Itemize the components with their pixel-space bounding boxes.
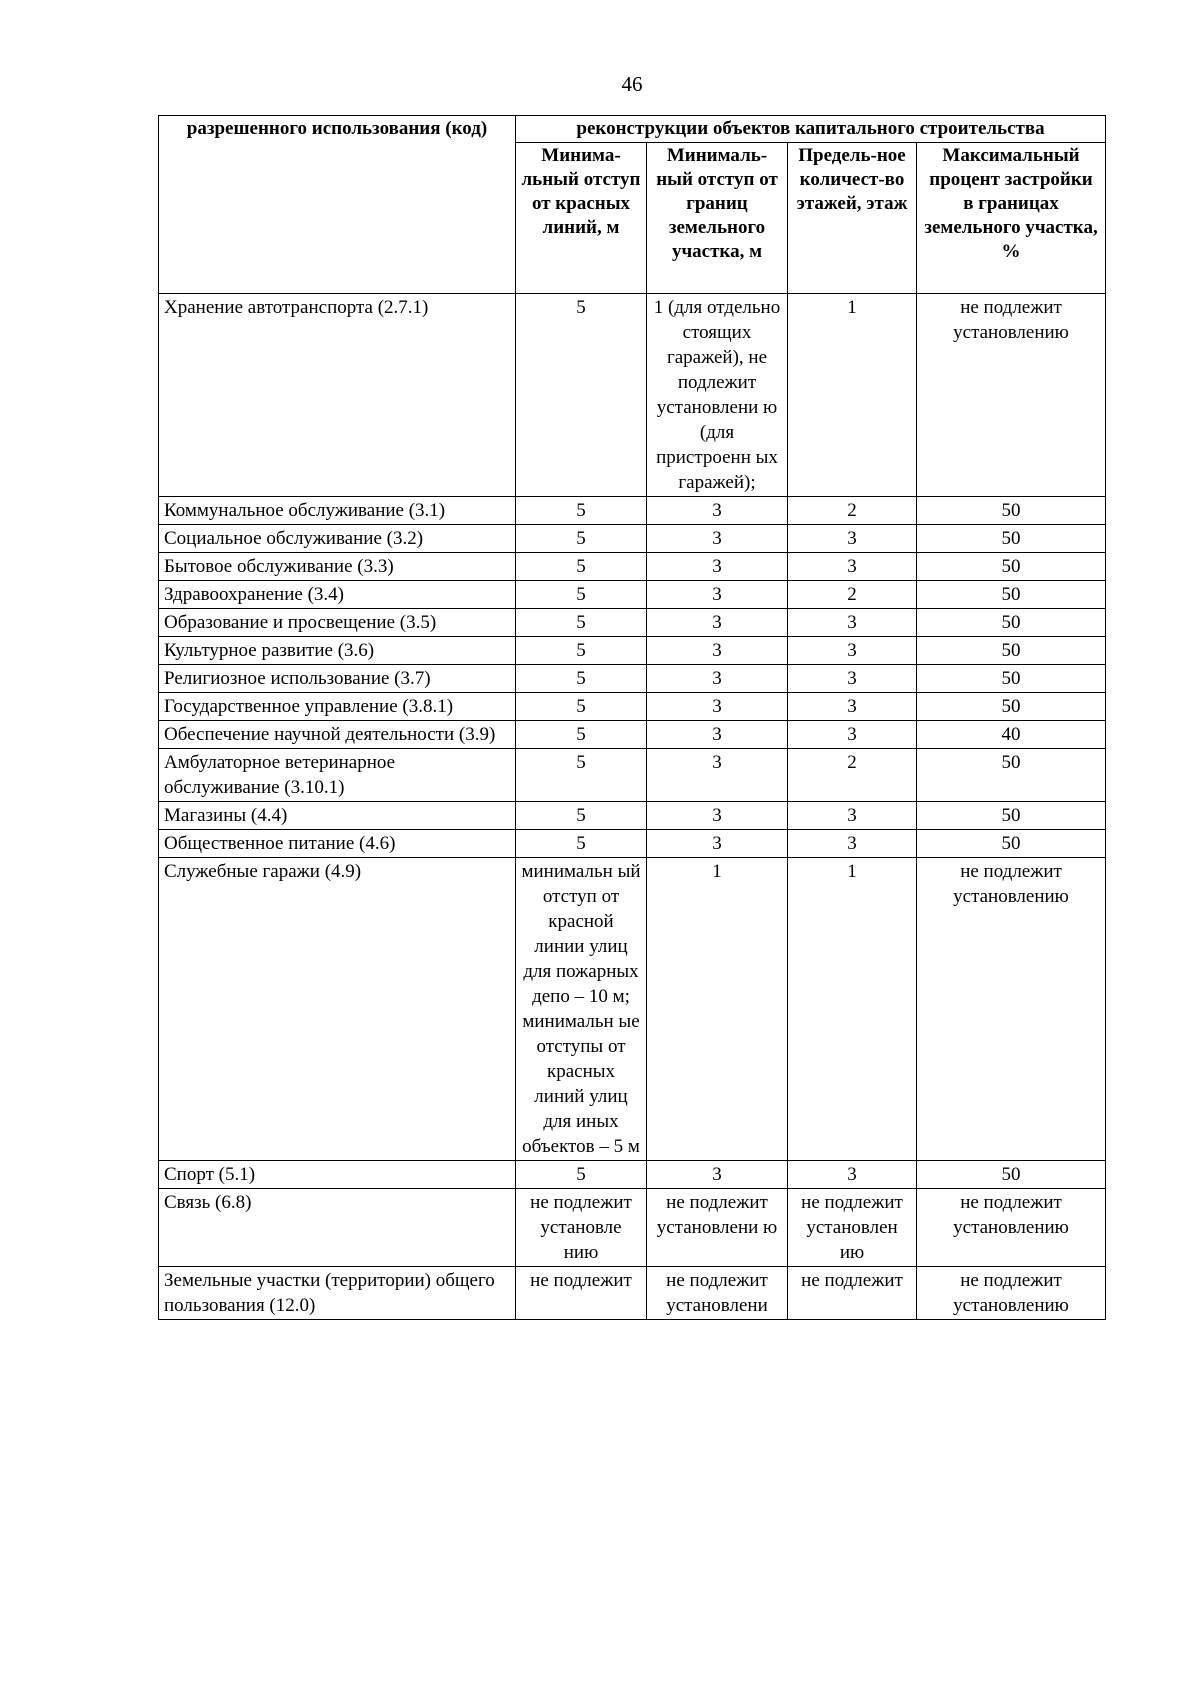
header-use-code: разрешенного использования (код) [159,116,516,294]
table-row [159,1267,1106,1320]
max-floors-cell: не подлежит [788,1267,917,1320]
max-coverage-cell: не подлежит установлению [917,1267,1106,1320]
min-setback-red-lines-cell: 5 [516,294,647,497]
max-floors-cell: 3 [788,693,917,721]
max-floors-cell: 1 [788,858,917,1161]
table-row [159,497,1106,525]
min-setback-red-lines-cell: 5 [516,525,647,553]
use-type-cell: Государственное управление (3.8.1) [159,693,516,721]
use-type-cell: Связь (6.8) [159,1189,516,1267]
use-type-cell: Общественное питание (4.6) [159,830,516,858]
table-row [159,1189,1106,1267]
min-setback-plot-borders-cell: 3 [647,525,788,553]
max-coverage-cell: не подлежит установлению [917,294,1106,497]
max-coverage-cell: 50 [917,553,1106,581]
max-coverage-cell: не подлежит установлению [917,1189,1106,1267]
use-type-cell: Обеспечение научной деятельности (3.9) [159,721,516,749]
max-coverage-cell: не подлежит установлению [917,858,1106,1161]
table-row [159,1161,1106,1189]
min-setback-red-lines-cell: 5 [516,693,647,721]
min-setback-red-lines-cell: 5 [516,830,647,858]
use-type-cell: Образование и просвещение (3.5) [159,609,516,637]
use-type-cell: Спорт (5.1) [159,1161,516,1189]
use-type-cell: Бытовое обслуживание (3.3) [159,553,516,581]
min-setback-plot-borders-cell: 3 [647,581,788,609]
max-floors-cell: 3 [788,721,917,749]
use-type-cell: Магазины (4.4) [159,802,516,830]
use-type-cell: Служебные гаражи (4.9) [159,858,516,1161]
table-row [159,294,1106,497]
max-floors-cell: 3 [788,525,917,553]
header-max-floors: Предель-ное количест-во этажей, этаж [788,143,917,294]
min-setback-red-lines-cell: 5 [516,497,647,525]
use-type-cell: Религиозное использование (3.7) [159,665,516,693]
min-setback-red-lines-cell: 5 [516,665,647,693]
max-floors-cell: 2 [788,581,917,609]
table-row [159,525,1106,553]
max-coverage-cell: 50 [917,609,1106,637]
min-setback-plot-borders-cell: 3 [647,802,788,830]
max-coverage-cell: 50 [917,830,1106,858]
table-row [159,858,1106,1161]
min-setback-red-lines-cell: 5 [516,609,647,637]
min-setback-plot-borders-cell: 3 [647,830,788,858]
min-setback-plot-borders-cell: 3 [647,749,788,802]
max-floors-cell: 1 [788,294,917,497]
table-row [159,802,1106,830]
min-setback-plot-borders-cell: 3 [647,637,788,665]
min-setback-plot-borders-cell: не подлежит установлени [647,1267,788,1320]
header-reconstruction-params: реконструкции объектов капитального строительства [516,116,1106,143]
min-setback-red-lines-cell: 5 [516,553,647,581]
max-floors-cell: 3 [788,637,917,665]
min-setback-red-lines-cell: 5 [516,721,647,749]
table-row [159,637,1106,665]
table-row [159,830,1106,858]
min-setback-plot-borders-cell: 1 (для отдельно стоящих гаражей), не подлежит установлени ю (для пристроенн ых гаражей); [647,294,788,497]
min-setback-plot-borders-cell: 3 [647,553,788,581]
max-floors-cell: 3 [788,802,917,830]
min-setback-red-lines-cell: не подлежит установле нию [516,1189,647,1267]
table-row [159,749,1106,802]
max-coverage-cell: 50 [917,637,1106,665]
max-coverage-cell: 40 [917,721,1106,749]
max-floors-cell: 3 [788,665,917,693]
use-type-cell: Амбулаторное ветеринарное обслуживание (3.10.1) [159,749,516,802]
table-row [159,609,1106,637]
max-coverage-cell: 50 [917,665,1106,693]
page-number: 46 [621,72,643,96]
header-min-setback-plot-borders: Минималь-ный отступ от границ земельного участка, м [647,143,788,294]
land-use-table [158,115,1106,1320]
use-type-cell: Земельные участки (территории) общего пользования (12.0) [159,1267,516,1320]
min-setback-red-lines-cell: 5 [516,581,647,609]
max-floors-cell: 3 [788,553,917,581]
min-setback-red-lines-cell: не подлежит [516,1267,647,1320]
use-type-cell: Культурное развитие (3.6) [159,637,516,665]
min-setback-red-lines-cell: 5 [516,802,647,830]
max-coverage-cell: 50 [917,581,1106,609]
table-row [159,553,1106,581]
table-row [159,721,1106,749]
table-row [159,693,1106,721]
min-setback-red-lines-cell: 5 [516,637,647,665]
min-setback-plot-borders-cell: 3 [647,609,788,637]
max-floors-cell: 3 [788,830,917,858]
max-coverage-cell: 50 [917,497,1106,525]
min-setback-red-lines-cell: 5 [516,749,647,802]
table-body [159,294,1106,1320]
max-floors-cell: 3 [788,1161,917,1189]
use-type-cell: Коммунальное обслуживание (3.1) [159,497,516,525]
min-setback-plot-borders-cell: 3 [647,497,788,525]
max-coverage-cell: 50 [917,749,1106,802]
min-setback-plot-borders-cell: 3 [647,665,788,693]
header-max-coverage-percent: Максимальный процент застройки в границах земельного участка, % [917,143,1106,294]
min-setback-plot-borders-cell: не подлежит установлени ю [647,1189,788,1267]
max-floors-cell: не подлежит установлен ию [788,1189,917,1267]
max-coverage-cell: 50 [917,693,1106,721]
use-type-cell: Здравоохранение (3.4) [159,581,516,609]
max-coverage-cell: 50 [917,802,1106,830]
use-type-cell: Хранение автотранспорта (2.7.1) [159,294,516,497]
max-coverage-cell: 50 [917,1161,1106,1189]
min-setback-plot-borders-cell: 3 [647,721,788,749]
max-coverage-cell: 50 [917,525,1106,553]
min-setback-plot-borders-cell: 1 [647,858,788,1161]
table-row [159,665,1106,693]
max-floors-cell: 2 [788,497,917,525]
max-floors-cell: 2 [788,749,917,802]
min-setback-red-lines-cell: минимальн ый отступ от красной линии улиц для пожарных депо – 10 м; минимальн ые отступы от красных линий улиц для иных объектов – 5 м [516,858,647,1161]
use-type-cell: Социальное обслуживание (3.2) [159,525,516,553]
min-setback-plot-borders-cell: 3 [647,1161,788,1189]
min-setback-plot-borders-cell: 3 [647,693,788,721]
header-min-setback-red-lines: Минима-льный отступ от красных линий, м [516,143,647,294]
table-row [159,581,1106,609]
max-floors-cell: 3 [788,609,917,637]
min-setback-red-lines-cell: 5 [516,1161,647,1189]
